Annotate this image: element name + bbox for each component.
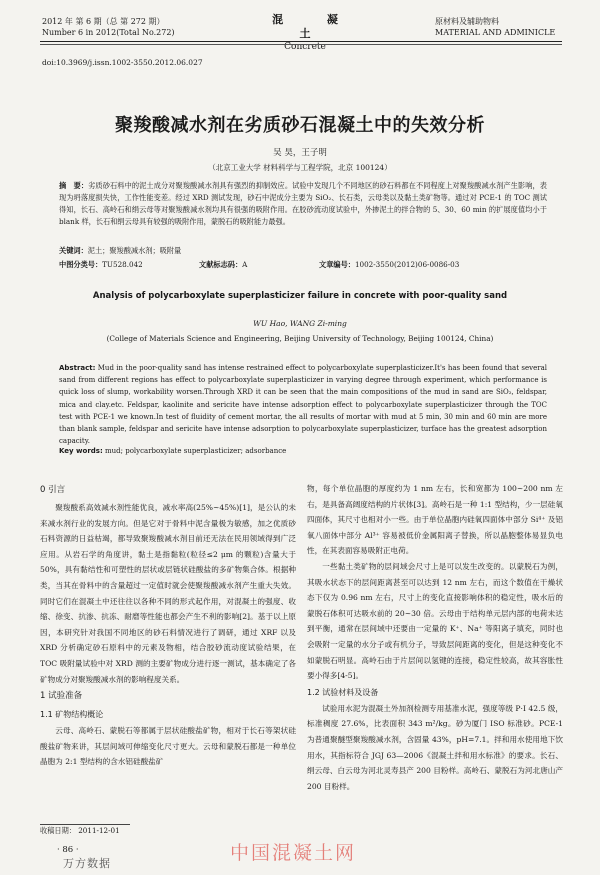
journal-name-en: Concrete: [284, 42, 326, 52]
article-no-value: 1002-3550(2012)06-0086-03: [354, 260, 460, 269]
subsection-heading-materials: 1.2 试验材料及设备: [307, 687, 379, 697]
article-title-zh: 聚羧酸减水剂在劣质砂石混凝土中的失效分析: [115, 115, 485, 136]
keywords-zh-text: 泥土；聚羧酸减水剂；吸附量: [87, 246, 182, 255]
issue-info: [42, 16, 175, 38]
received-date: 收稿日期： 2011-12-01: [40, 826, 120, 835]
watermark-logo: 中国混凝土网: [230, 842, 357, 864]
paragraph-mineral-cont: 物，每个单位晶胞的厚度约为 1 nm 左右，长和宽都为 100~200 nm 左右，是具备高阔度结构的片状体[3]。高岭石是一种 1:1 型结构，少一层硅氧四面体，其尺寸也相对小一些。由于单位晶胞内硅氧四面体中部分 Si⁴⁺ 及铝氧八面体中部分 Al³⁺ 容易被低价金属阳离子替换，所以晶胞整体易显负电性，在其表面容易吸附正电荷。: [307, 484, 563, 556]
subsection-heading-mineral: 1.1 矿物结构概论: [40, 710, 104, 720]
keywords-en-label: Key words:: [59, 447, 103, 455]
body-column-right: [307, 481, 563, 794]
abstract-en-text: Mud in the poor-quality sand has intense restrained effect to polycarboxylate superplasticizer.It's has been found that several sand from different regions has effect to polycarboxylate superplasticizer in varying degree through experiment, which performance is quick loss of slump, workability worsen.Through XRD it can be seen that the main compositions of the mud in sand are SiO₂, feldspar, mica and clay.etc. Feldspar, kaolinite and sericite have intense adsorption effect to polycarboxylate superplasticizer through the TOC test with PCE-1 we known.In test of fluidity of cement mortar, the all results of mortar with mud at 5 min, 30 min and 60 min are more than blank sample, feldspar and sericite have intense adsorption to polycarboxylate superplasticizer, turface has the greatest adsorption capacity.: [59, 364, 547, 446]
issue-zh: 2012 年 第 6 期（总 第 272 期）: [42, 17, 165, 26]
header-rule: [40, 41, 562, 42]
doi[interactable]: doi:10.3969/j.issn.1002-3550.2012.06.027: [42, 58, 203, 67]
section-heading-prep: 1 试验准备: [40, 691, 83, 702]
journal-name: [250, 13, 360, 53]
body-column-left: [40, 481, 296, 767]
header-rule-thin: [40, 44, 562, 45]
clc-value: TU528.042: [102, 260, 143, 269]
page-number: · 86 ·: [57, 845, 79, 855]
keywords-en: [59, 445, 547, 457]
footnote-rule: [40, 824, 130, 825]
abstract-zh: [59, 180, 547, 228]
abstract-en-label: Abstract:: [59, 364, 96, 372]
abstract-zh-label: 摘 要：: [59, 181, 89, 190]
issue-en: Number 6 in 2012(Total No.272): [42, 28, 175, 37]
authors-zh: 吴 昊，王子明: [273, 148, 327, 158]
section-heading-intro: 0 引言: [40, 485, 66, 495]
section-zh: 原材料及辅助物料: [435, 17, 499, 26]
affiliation-zh: （北京工业大学 材料科学与工程学院，北京 100124）: [208, 163, 392, 172]
classification-line: [59, 259, 547, 271]
doc-code-value: A: [242, 260, 248, 269]
wanfang-watermark: 万方数据: [63, 857, 111, 870]
paragraph-mineral-1: 云母、高岭石、蒙脱石等都属于层状硅酸盐矿物，相对于长石等架状硅酸盐矿物来讲，其层间域可伸缩变化尺寸更大。云母和蒙脱石都是一种单位晶胞为 2:1 型结构的含水铝硅酸盐矿: [40, 726, 296, 767]
abstract-zh-text: 劣质砂石料中的泥土成分对聚羧酸减水剂具有强烈的抑制效应。试验中发现几个不同地区的砂石料都在不同程度上对聚羧酸减水剂产生影响，表现为坍落度损失快，工作性能变差。经过 XRD 测试发现，砂石中泥成分主要为 SiO₂、长石类，云母类以及黏土类矿物等。通过对 PCE-1 的 TOC 测试得知，长石、高岭石和绢云母等对聚羧酸减水剂均具有很强的吸附作用。在胶砂流动度试验中，外掺泥土的拌合物的 5、30、60 min 的扩展度值均小于 blank 样，长石和绢云母具有较强的吸附作用，蒙脱石的吸附能力最强。: [59, 181, 547, 227]
journal-name-zh: 混 凝 土: [272, 13, 358, 40]
section-info: [435, 16, 560, 38]
section-en: MATERIAL AND ADMINICLE: [435, 28, 556, 37]
abstract-en: [59, 362, 547, 447]
keywords-zh-label: 关键词：: [59, 246, 88, 255]
affiliation-en: (College of Materials Science and Engineering, Beijing University of Technology, Beijing 100124, China): [106, 334, 494, 343]
keywords-en-text: mud; polycarboxylate superplasticizer; adsorbance: [105, 447, 287, 455]
clc-label: 中图分类号：: [59, 260, 103, 269]
article-no-label: 文章编号：: [319, 260, 355, 269]
doc-code-label: 文献标志码：: [199, 260, 243, 269]
article-title-en: Analysis of polycarboxylate superplasticizer failure in concrete with poor-quality sand: [92, 291, 508, 301]
keywords-zh: [59, 245, 547, 257]
paragraph-mineral-2: 一些黏土类矿物的层间域会尺寸上是可以发生改变的。以蒙脱石为例，其吸水状态下的层间距离甚至可以达到 12 nm 左右，而这个数值在干燥状态下仅为 0.96 nm 左右，尺寸上的变化直接影响体积的稳定性，吸水后的蒙脱石体积可达吸水前的 20~30 倍。云母由于结构单元层内部的电荷未达到平衡，通常在层间域中还要由一定量的 K⁺、Na⁺ 等阳离子填充，同时也会吸附一定量的水分子或有机分子，导致层间距离的变化，但是这种变化不如蒙脱石明显。高岭石由于片层间以氢键的连接，稳定性较高，故其容胀性要小得多[4-5]。: [307, 561, 563, 681]
authors-en: WU Hao, WANG Zi-ming: [253, 319, 347, 328]
paragraph-intro: 聚羧酸系高效减水剂性能优良，减水率高(25%~45%)[1]，是公认的未来减水剂行业的发展方向。但是它对于骨料中泥含量极为敏感，加之优质砂石料资源的日益枯竭，都导致聚羧酸减水剂目前还无法在民用领域得到广泛应用。从岩石学的角度讲，黏土是指黏粒(粒径≤2 μm 的颗粒)含量大于 50%，具有黏结性和可塑性的层状或层链状硅酸盐的多矿物集合体。根据种类，当其在骨料中的含量超过一定值时就会使聚羧酸减水剂产生重大失效。同时它们在混凝土中还往往以各种不同的形式起作用，对混凝土的强度、收缩、徐变、抗渗、抗冻、耐磨等性能也都会产生不利的影响[2]。基于以上原因，本研究针对我国不同地区的砂石料情况进行了调研，通过 XRF 以及 XRD 分析确定砂石原料中的元素及物相，结合胶砂流动度试验结果，在 TOC 吸附量试验中对 XRD 测的主要矿物成分进行逐一测试，基本确定了各矿物成分对聚羧酸减水剂的影响程度关系。: [40, 503, 296, 684]
paragraph-materials: 试验用水泥为混凝土外加剂检测专用基准水泥，强度等级 P·I 42.5 级，标准稠度 27.6%，比表面积 343 m²/kg。砂为厦门 ISO 标准砂。PCE-1 为普通聚醚型聚羧酸减水剂，含固量 43%，pH=7.1。拌和用水使用地下饮用水，其指标符合 JGJ 63—2006《混凝土拌和用水标准》的要求。长石、绢云母、白云母为河北灵寿县产 200 目粉样。高岭石、蒙脱石为河北唐山产 200 目粉样。: [307, 703, 563, 791]
